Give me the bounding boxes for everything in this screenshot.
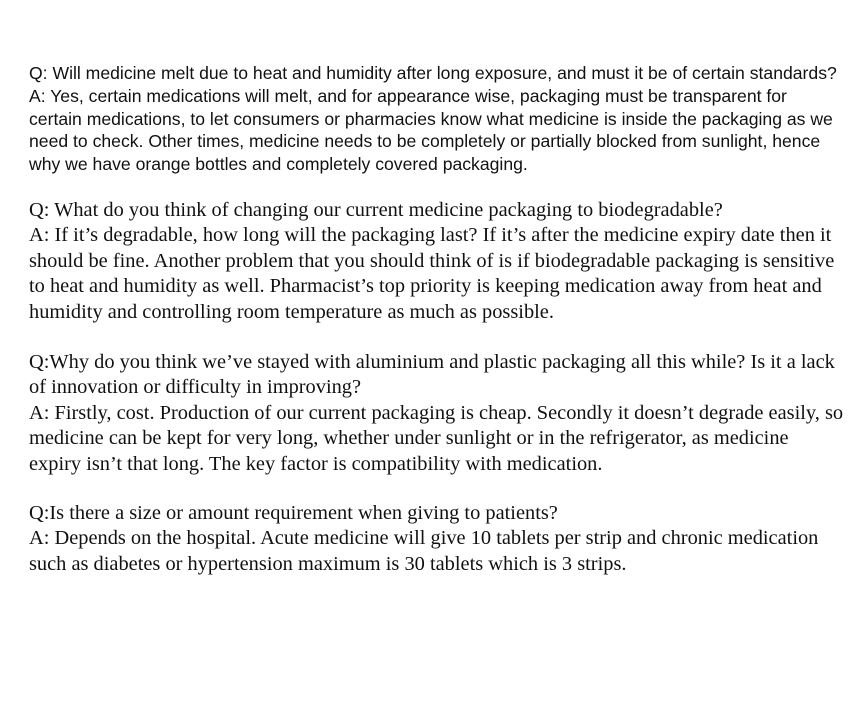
question-1: Q: Will medicine melt due to heat and humidity after long exposure, and must it be of certain standards? <box>29 63 837 83</box>
qa-item-2 <box>29 198 844 325</box>
question-4: Q:Is there a size or amount requirement when giving to patients? <box>29 502 558 525</box>
answer-2: A: If it’s degradable, how long will the packaging last? If it’s after the medicine expiry date then it should be fine. Another problem that you should think of is if biodegradable packaging is sensitive to heat and humidity as well. Pharmacist’s top priority is keeping medication away from heat and humidity and controlling room temperature as much as possible. <box>29 224 835 323</box>
answer-1: A: Yes, certain medications will melt, and for appearance wise, packaging must be transparent for certain medications, to let consumers or pharmacies know what medicine is inside the packaging as we need to check. Other times, medicine needs to be completely or partially blocked from sunlight, hence why we have orange bottles and completely covered packaging. <box>29 85 833 175</box>
qa-item-4 <box>29 501 844 577</box>
qa-item-1 <box>29 62 844 176</box>
qa-item-3 <box>29 350 844 477</box>
question-3: Q:Why do you think we’ve stayed with aluminium and plastic packaging all this while? Is it a lack of innovation or difficulty in improving? <box>29 351 835 399</box>
paragraph-spacer <box>29 325 844 350</box>
answer-4: A: Depends on the hospital. Acute medicine will give 10 tablets per strip and chronic medication such as diabetes or hypertension maximum is 30 tablets which is 3 strips. <box>29 527 819 575</box>
answer-3: A: Firstly, cost. Production of our current packaging is cheap. Secondly it doesn’t degrade easily, so medicine can be kept for very long, whether under sunlight or in the refrigerator, as medicine expiry isn’t that long. The key factor is compatibility with medication. <box>29 401 844 475</box>
document-page <box>29 62 844 577</box>
question-2: Q: What do you think of changing our current medicine packaging to biodegradable? <box>29 198 723 221</box>
paragraph-spacer <box>29 176 844 198</box>
paragraph-spacer <box>29 477 844 501</box>
